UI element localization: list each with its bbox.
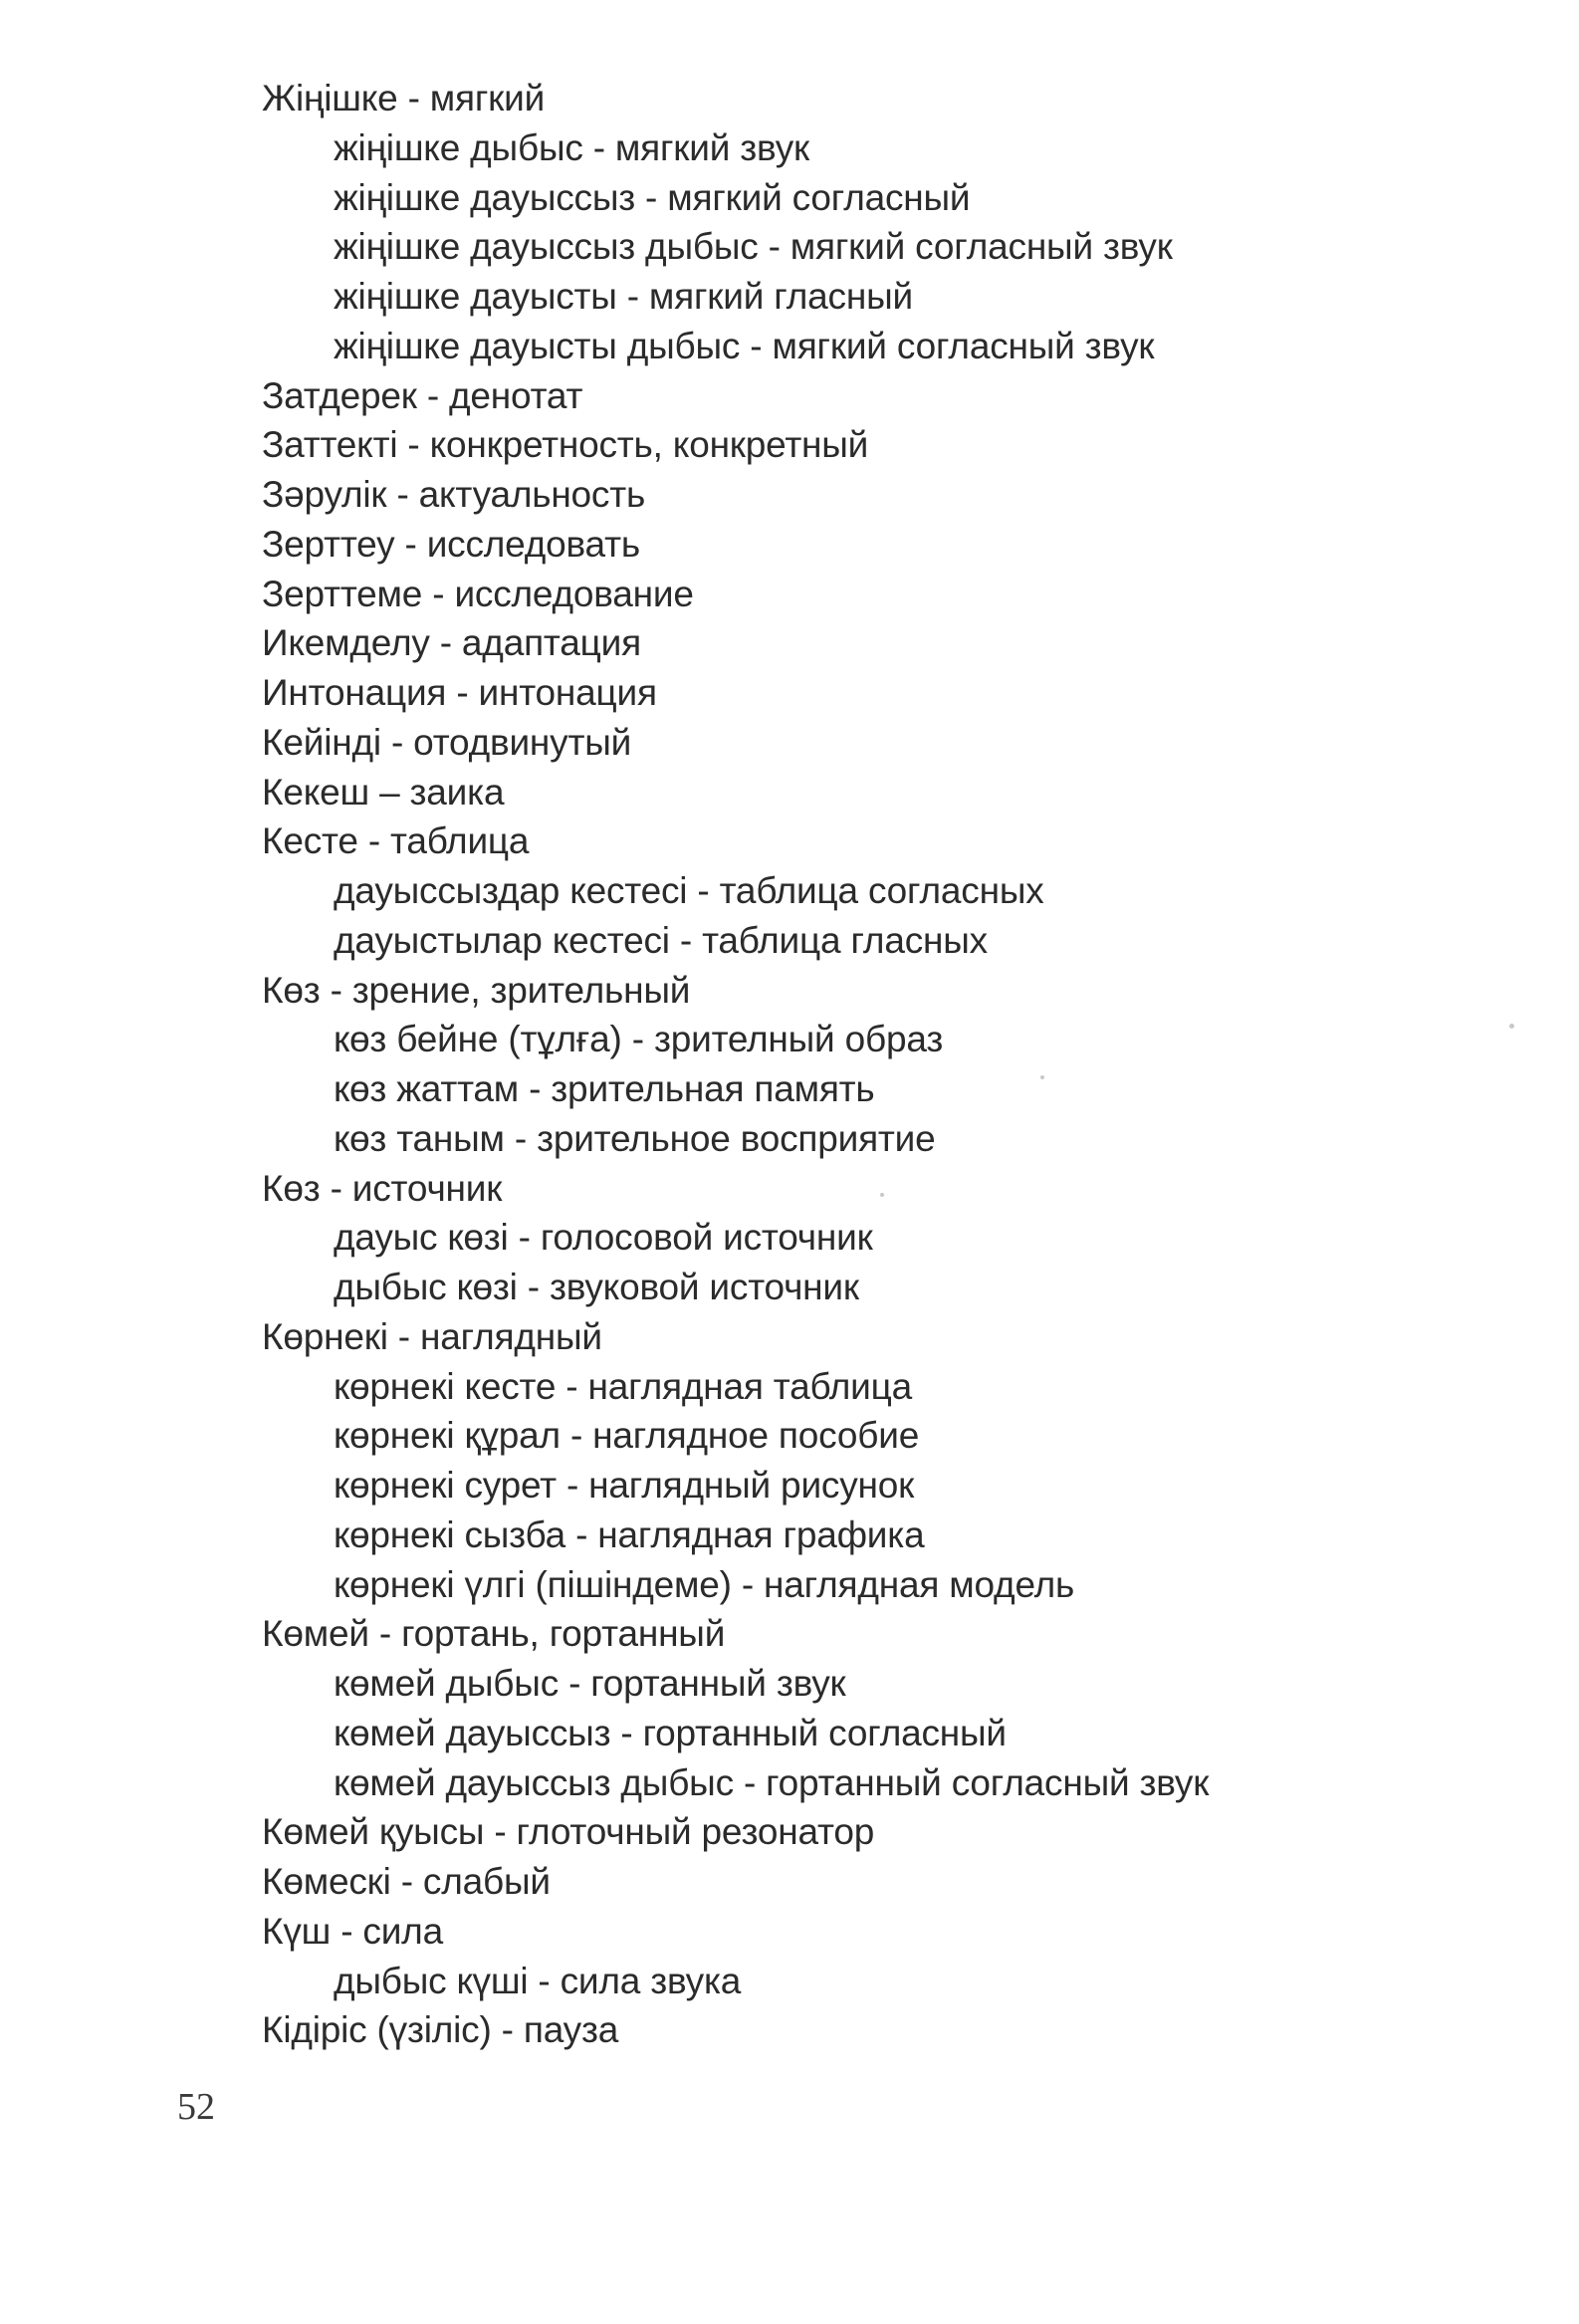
glossary-entry: Зерттеу - исследовать <box>262 523 640 565</box>
scan-speck <box>1040 1075 1044 1079</box>
glossary-subentry: көрнекі құрал - наглядное пособие <box>334 1415 920 1457</box>
glossary-subentry: жіңішке дыбыс - мягкий звук <box>334 126 809 168</box>
glossary-entry: Икемделу - адаптация <box>262 622 641 664</box>
glossary-entry: Интонация - интонация <box>262 672 657 713</box>
glossary-subentry: көрнекі кесте - наглядная таблица <box>334 1365 913 1407</box>
glossary-entry: Көмескі - слабый <box>262 1861 551 1902</box>
glossary-subentry: жіңішке дауыссыз - мягкий согласный <box>334 176 971 218</box>
glossary-subentry: дауыссыздар кестесі - таблица согласных <box>334 870 1044 911</box>
glossary-entry: Көмей қуысы - глоточный резонатор <box>262 1811 875 1853</box>
glossary-subentry: көрнекі сызба - наглядная графика <box>334 1513 925 1555</box>
glossary-entry: Көрнекі - наглядный <box>262 1315 602 1357</box>
glossary-entry: Зерттеме - исследование <box>262 573 694 614</box>
glossary-subentry: көмей дауыссыз - гортанный согласный <box>334 1712 1007 1753</box>
glossary-subentry: дауыстылар кестесі - таблица гласных <box>334 919 988 961</box>
scan-speck <box>1509 1024 1514 1029</box>
glossary-subentry: дыбыс күші - сила звука <box>334 1960 742 2001</box>
page-number: 52 <box>177 2086 215 2128</box>
glossary-subentry: дауыс көзі - голосовой источник <box>334 1217 873 1259</box>
glossary-entry: Кейінді - отодвинутый <box>262 721 632 763</box>
glossary-subentry: көрнекі үлгі (пішіндеме) - наглядная модель <box>334 1563 1075 1605</box>
glossary-subentry: көз бейне (тұлға) - зрителный образ <box>334 1019 944 1060</box>
glossary-subentry: дыбыс көзі - звуковой источник <box>334 1267 859 1307</box>
glossary-entry: Көз - источник <box>262 1167 503 1209</box>
glossary-entry: Кесте - таблица <box>262 820 530 862</box>
glossary-entry: Заттекті - конкретность, конкретный <box>262 424 869 466</box>
scan-speck <box>880 1193 884 1197</box>
glossary-subentry: жіңішке дауысты дыбыс - мягкий согласный звук <box>334 325 1155 366</box>
glossary-subentry: көмей дауыссыз дыбыс - гортанный согласный звук <box>334 1761 1210 1803</box>
glossary-subentry: көз жаттам - зрительная память <box>334 1068 875 1109</box>
glossary-subentry: көмей дыбыс - гортанный звук <box>334 1663 846 1704</box>
glossary-subentry: көрнекі сурет - наглядный рисунок <box>334 1465 915 1506</box>
glossary-subentry: жіңішке дауысты - мягкий гласный <box>334 276 913 317</box>
glossary-entry: Кідіріс (үзіліс) - пауза <box>262 2009 619 2051</box>
glossary-entry: Кекеш – заика <box>262 771 505 813</box>
glossary-entry: Зәрулік - актуальность <box>262 474 646 515</box>
glossary-entry: Күш - сила <box>262 1910 443 1952</box>
glossary-subentry: көз таным - зрительное восприятие <box>334 1117 936 1159</box>
glossary-entry: Затдерек - денотат <box>262 374 583 416</box>
glossary-entry-list <box>262 74 1437 2055</box>
glossary-subentry: жіңішке дауыссыз дыбыс - мягкий согласный звук <box>334 226 1173 268</box>
glossary-entry: Жіңішке - мягкий <box>262 78 546 118</box>
glossary-entry: Көз - зрение, зрительный <box>262 969 691 1011</box>
glossary-entry: Көмей - гортань, гортанный <box>262 1613 726 1655</box>
